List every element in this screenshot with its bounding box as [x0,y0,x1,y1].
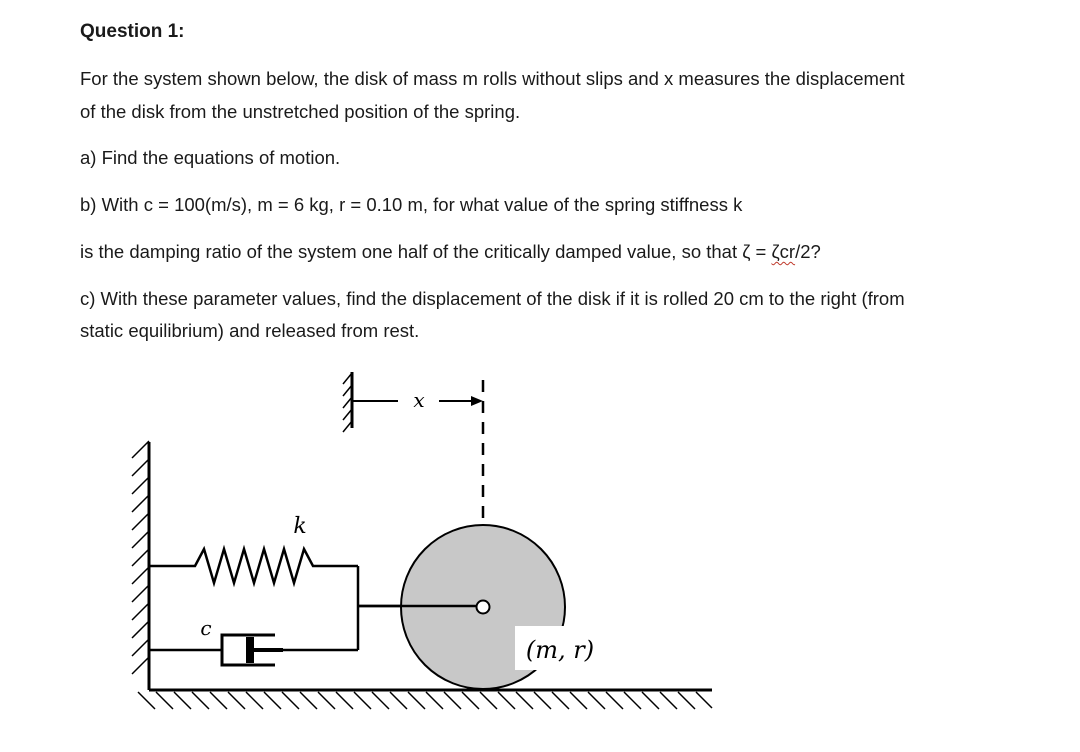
disk-center-pin [477,601,490,614]
part-c-line-1: c) With these parameter values, find the displacement of the disk if it is rolled 20 cm to the right (from [80,288,905,309]
spring [149,549,358,583]
disk-label: (m, r) [525,636,595,664]
intro-line-1: For the system shown below, the disk of mass m rolls without slips and x measures the displacement [80,68,905,89]
part-c-line-2: static equilibrium) and released from rest. [80,320,420,341]
part-a-text: a) Find the equations of motion. [80,147,341,168]
question-title: Question 1: [80,21,185,42]
spell-flagged-word: ζcr [771,241,796,262]
displacement-arrow [439,396,483,406]
part-b-line-2-end: /2? [795,241,821,262]
reference-mark [343,372,398,432]
part-b-line-2-start: is the damping ratio of the system one half of the critically damped value, so that ζ = [80,241,772,262]
ground [138,690,712,709]
wall [132,441,149,690]
displacement-label: x [413,388,425,412]
spring-label: k [293,514,307,539]
damper-label: c [200,616,212,640]
damper [149,635,358,665]
intro-line-2: of the disk from the unstretched position of the spring. [80,101,521,122]
part-b-line-1: b) With c = 100(m/s), m = 6 kg, r = 0.10 m, for what value of the spring stiffness k [80,194,743,215]
